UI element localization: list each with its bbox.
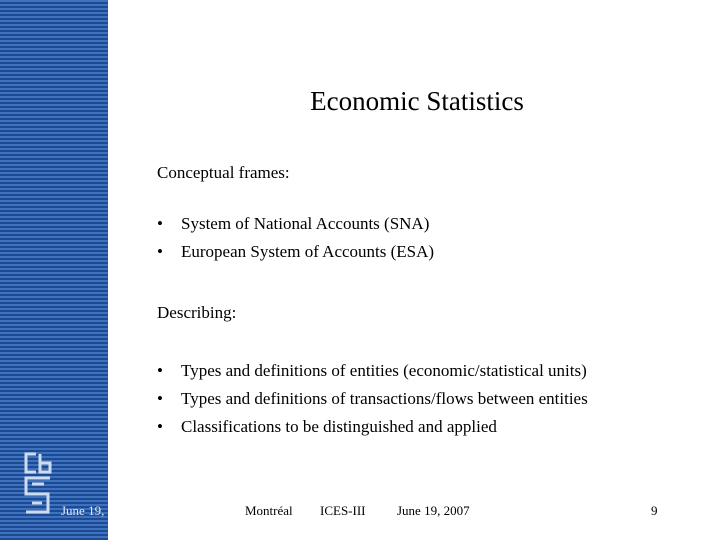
section-heading-describing: Describing: (157, 303, 237, 322)
bullet-text: Types and definitions of transactions/flows between entities (181, 389, 588, 408)
bullet-dot: • (157, 242, 163, 261)
list-item (157, 212, 434, 240)
slide-title: Economic Statistics (310, 86, 524, 116)
sidebar-stripes (0, 0, 108, 540)
footer-left-date: June 19, (61, 503, 105, 518)
bullet-list-describing (157, 359, 588, 443)
bullet-dot: • (157, 389, 163, 408)
bullet-dot: • (157, 417, 163, 436)
bullet-text: European System of Accounts (ESA) (181, 242, 435, 261)
bullet-dot: • (157, 361, 163, 380)
bullet-dot: • (157, 214, 163, 233)
list-item (157, 240, 434, 268)
list-item (157, 415, 588, 443)
list-item (157, 387, 588, 415)
bullet-text: Classifications to be distinguished and applied (181, 417, 497, 436)
footer-event: ICES-III (320, 503, 366, 518)
footer-date: June 19, 2007 (397, 503, 470, 518)
footer-page-number: 9 (651, 503, 658, 518)
cbs-logo-icon (22, 450, 52, 520)
bullet-text: Types and definitions of entities (economic/statistical units) (181, 361, 587, 380)
bullet-text: System of National Accounts (SNA) (181, 214, 430, 233)
bullet-list-conceptual-frames (157, 212, 434, 268)
section-heading-conceptual-frames: Conceptual frames: (157, 163, 290, 182)
footer-location: Montréal (245, 503, 293, 518)
list-item (157, 359, 588, 387)
